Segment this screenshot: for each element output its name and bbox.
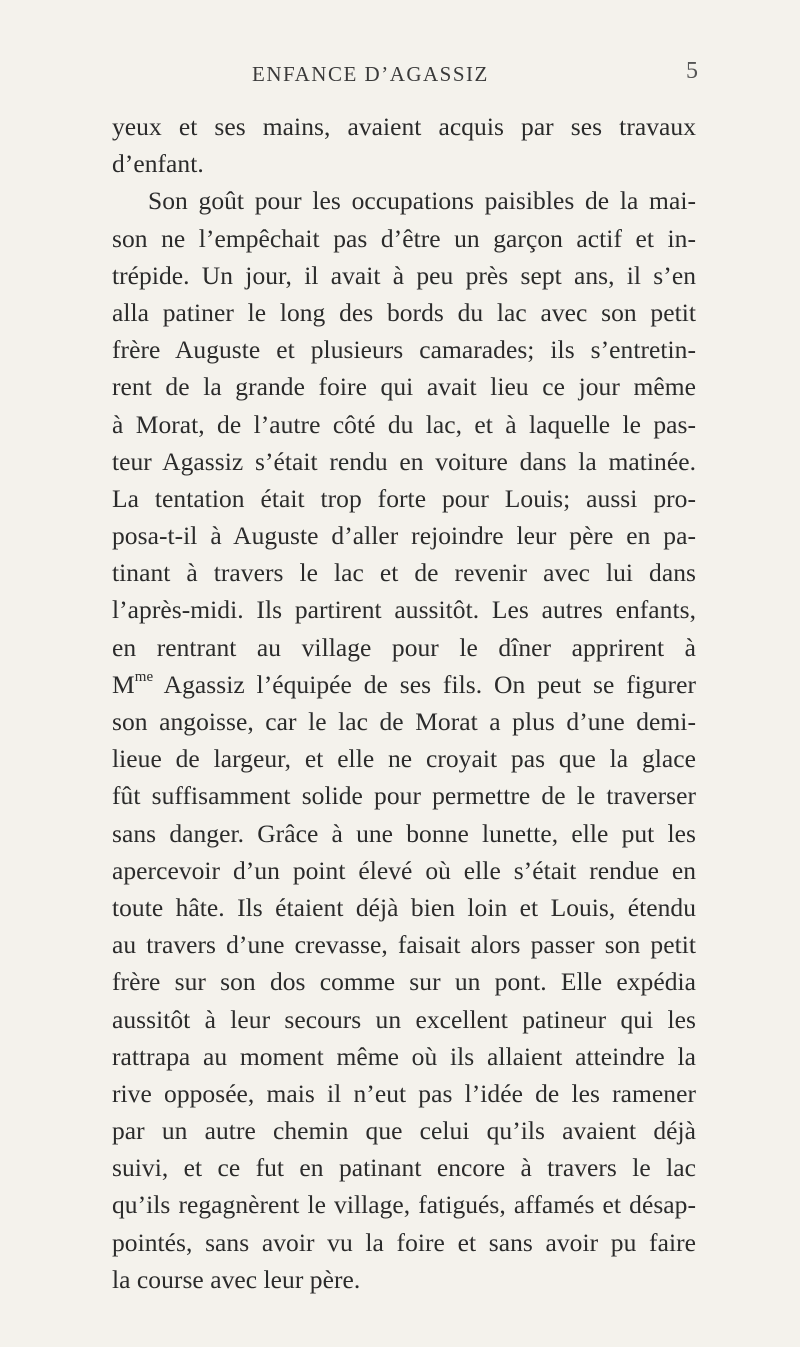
text-line: fût suffisamment solide pour permettre de le traverser [112, 781, 696, 811]
text-line: pointés, sans avoir vu la foire et sans avoir pu faire [112, 1227, 696, 1257]
text-line: son angoisse, car le lac de Morat a plus d’une demi- [112, 707, 696, 736]
text-line: l’après-midi. Ils partirent aussitôt. Les autres enfants, [112, 595, 696, 625]
running-title: ENFANCE D’AGASSIZ [252, 62, 489, 86]
text-line: frère Auguste et plusieurs camarades; ils s’entretin- [112, 335, 696, 365]
text-line: d’enfant. [112, 149, 204, 179]
text-line: lieue de largeur, et elle ne croyait pas que la glace [112, 744, 696, 774]
text-line: au travers d’une crevasse, faisait alors passer son petit [112, 930, 696, 960]
text-line: posa-t-il à Auguste d’aller rejoindre leur père en pa- [112, 521, 696, 551]
text-line: tinant à travers le lac et de revenir avec lui dans [112, 558, 696, 588]
text-line: par un autre chemin que celui qu’ils avaient déjà [112, 1116, 696, 1146]
body-text [112, 108, 696, 1298]
text-line: son ne l’empêchait pas d’être un garçon actif et in- [112, 223, 696, 253]
text-line: alla patiner le long des bords du lac avec son petit [112, 297, 696, 327]
text-line: yeux et ses mains, avaient acquis par ses travaux [112, 112, 696, 141]
text-line: rattrapa au moment même où ils allaient atteindre la [112, 1041, 696, 1071]
text-line: en rentrant au village pour le dîner apprirent à [112, 632, 696, 662]
text-line-with-abbrev: $M^{me}$ Agassiz l’équipée de ses fils. On peut se figurer [112, 669, 696, 699]
running-head [0, 58, 800, 88]
text-line: qu’ils regagnèrent le village, fatigués, affamés et désap- [112, 1190, 696, 1220]
text-line: à Morat, de l’autre côté du lac, et à laquelle le pas- [112, 409, 696, 439]
text-line: trépide. Un jour, il avait à peu près sept ans, il s’en [112, 260, 696, 290]
text-line: frère sur son dos comme sur un pont. Elle expédia [112, 967, 696, 997]
text-line: toute hâte. Ils étaient déjà bien loin et Louis, étendu [112, 892, 696, 922]
text-line: rive opposée, mais il n’eut pas l’idée de les ramener [112, 1078, 696, 1108]
text-line: apercevoir d’un point élevé où elle s’était rendue en [112, 855, 696, 885]
text-line: sans danger. Grâce à une bonne lunette, elle put les [112, 818, 696, 848]
text-line: la course avec leur père. [112, 1264, 361, 1294]
text-line: La tentation était trop forte pour Louis; aussi pro- [112, 483, 696, 513]
text-line: rent de la grande foire qui avait lieu ce jour même [112, 372, 696, 402]
text-line: teur Agassiz s’était rendu en voiture dans la matinée. [112, 446, 696, 476]
page-number: 5 [686, 58, 698, 84]
text-line: aussitôt à leur secours un excellent patineur qui les [112, 1004, 696, 1034]
text-line: Son goût pour les occupations paisibles de la mai- [148, 186, 696, 216]
abbrev-madame: $M^{me}$ [112, 669, 154, 699]
text-line: suivi, et ce fut en patinant encore à travers le lac [112, 1153, 696, 1183]
